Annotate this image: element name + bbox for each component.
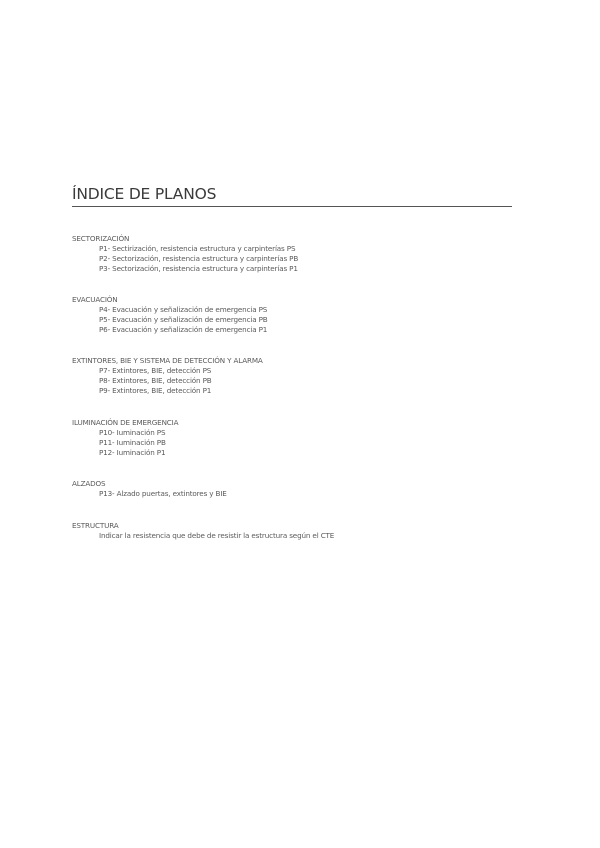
section-sectorizacion	[72, 234, 512, 274]
list-item: Indicar la resistencia que debe de resistir la estructura según el CTE	[99, 531, 335, 540]
title-divider	[72, 206, 512, 207]
list-item: P10- Iuminación PS	[99, 428, 166, 437]
list-item: P3- Sectorización, resistencia estructura y carpinterías P1	[99, 264, 298, 273]
page-title: ÍNDICE DE PLANOS	[72, 185, 217, 203]
list-item: P11- Iuminación PB	[99, 438, 166, 447]
section-heading: EVACUACIÓN	[72, 295, 118, 304]
section-item-list	[72, 489, 512, 499]
section-estructura	[72, 521, 512, 541]
section-heading: ILUMINACIÓN DE EMERGENCIA	[72, 418, 179, 427]
section-heading: ALZADOS	[72, 479, 106, 488]
list-item: P12- Iuminación P1	[99, 448, 166, 457]
section-item-list	[72, 305, 512, 335]
list-item: P6- Evacuación y señalización de emergencia P1	[99, 325, 268, 334]
list-item: P2- Sectorización, resistencia estructura y carpinterías PB	[99, 254, 299, 263]
section-alzados	[72, 479, 512, 499]
list-item: P13- Alzado puertas, extintores y BIE	[99, 489, 227, 498]
section-iluminacion	[72, 418, 512, 458]
section-heading: SECTORIZACIÓN	[72, 234, 130, 243]
section-item-list	[72, 428, 512, 458]
list-item: P9- Extintores, BIE, detección P1	[99, 386, 212, 395]
section-item-list	[72, 366, 512, 396]
section-evacuacion	[72, 295, 512, 335]
list-item: P4- Evacuación y señalización de emergencia PS	[99, 305, 268, 314]
section-heading: ESTRUCTURA	[72, 521, 119, 530]
list-item: P7- Extintores, BIE, detección PS	[99, 366, 212, 375]
section-heading: EXTINTORES, BIE Y SISTEMA DE DETECCIÓN Y ALARMA	[72, 356, 263, 365]
list-item: P8- Extintores, BIE, detección PB	[99, 376, 212, 385]
list-item: P5- Evacuación y señalización de emergencia PB	[99, 315, 268, 324]
list-item: P1- Sectirización, resistencia estructura y carpinterías PS	[99, 244, 296, 253]
section-item-list	[72, 244, 512, 274]
section-extintores	[72, 356, 512, 396]
section-item-list	[72, 531, 512, 541]
